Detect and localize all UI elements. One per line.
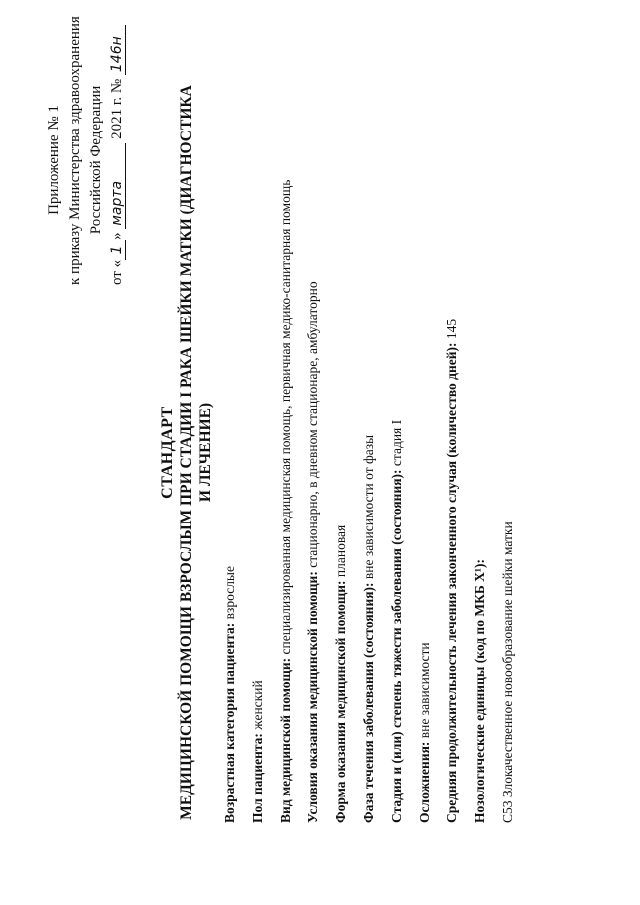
- annex-ministry-line: Российской Федерации: [88, 85, 104, 235]
- document-title: [158, 80, 215, 825]
- field-nosological-units: Нозологические единицы (код по МКБ X¹):: [472, 559, 488, 823]
- title-line-2: И ЛЕЧЕНИЕ): [197, 402, 214, 503]
- annex-date-line: [107, 35, 128, 285]
- date-year: 2021 г. №: [109, 78, 125, 139]
- handwritten-order-number: 146н: [109, 25, 126, 75]
- date-mid: »: [109, 232, 125, 240]
- field-age-category: Возрастная категория пациента: взрослые: [222, 566, 237, 823]
- field-care-conditions: Условия оказания медицинской помощи: стационарно, в дневном стационаре, амбулаторно: [305, 281, 321, 823]
- annex-block: [44, 16, 128, 285]
- handwritten-day: 1: [109, 240, 126, 260]
- title-line-1: МЕДИЦИНСКОЙ ПОМОЩИ ВЗРОСЛЫМ ПРИ СТАДИИ I РАКА ШЕЙКИ МАТКИ (ДИАГНОСТИКА: [178, 85, 195, 820]
- field-disease-stage: Стадия и (или) степень тяжести заболевания (состояния): стадия I: [388, 419, 404, 823]
- title-heading: СТАНДАРТ: [159, 406, 176, 499]
- field-patient-sex: Пол пациента: женский: [249, 680, 265, 823]
- annex-title: Приложение № 1: [46, 105, 62, 215]
- handwritten-month: марта: [109, 143, 126, 229]
- field-care-form: Форма оказания медицинской помощи: плановая: [333, 524, 349, 823]
- field-care-type: Вид медицинской помощи: специализированная медицинская помощь, первичная медико-санитарная помощь: [277, 179, 293, 823]
- field-disease-phase: Фаза течения заболевания (состояния): вне зависимости от фазы: [360, 434, 376, 823]
- field-icd-code: C53 Злокачественное новообразование шейки матки: [499, 521, 515, 823]
- annex-order-line: к приказу Министерства здравоохранения: [67, 16, 83, 285]
- standard-fields: [222, 43, 528, 823]
- field-treatment-duration: Средняя продолжительность лечения законченного случая (количество дней): 145: [444, 318, 460, 823]
- date-prefix: от «: [109, 259, 125, 285]
- field-complications: Осложнения: вне зависимости: [416, 642, 432, 823]
